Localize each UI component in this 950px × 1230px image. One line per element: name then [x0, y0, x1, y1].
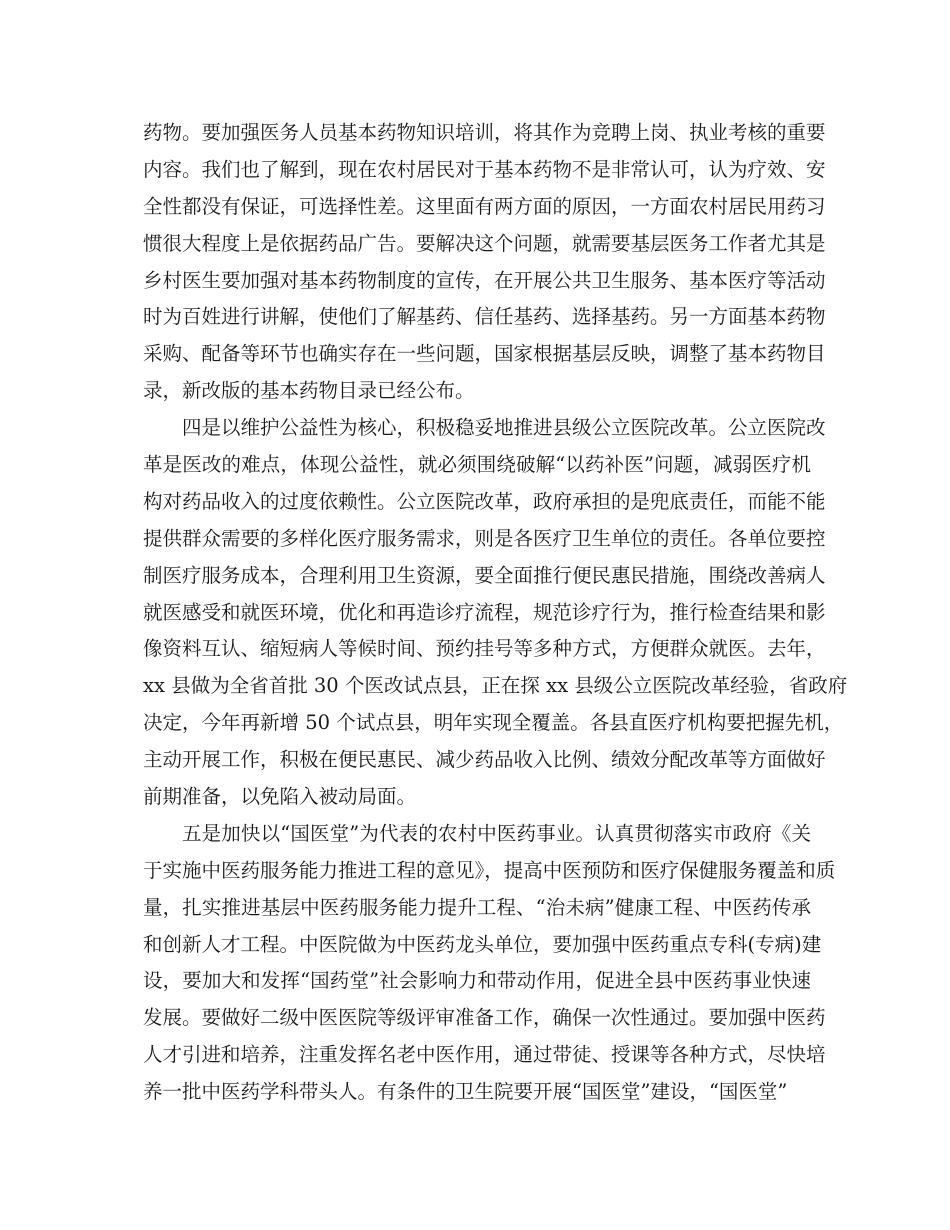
- paragraph-line: 惯很大程度上是依据药品广告。要解决这个问题，就需要基层医务工作者尤其是: [143, 231, 826, 255]
- paragraph-line: 设，要加大和发挥“国药堂”社会影响力和带动作用，促进全县中医药事业快速: [143, 969, 811, 993]
- paragraph-line: 人才引进和培养，注重发挥名老中医作用，通过带徒、授课等各种方式，尽快培: [143, 1043, 826, 1067]
- paragraph-line: 采购、配备等环节也确实存在一些问题，国家根据基层反映，调整了基本药物目: [143, 342, 826, 366]
- paragraph-line: 发展。要做好二级中医医院等级评审准备工作，确保一次性通过。要加强中医药: [143, 1006, 826, 1030]
- document-body: [143, 115, 848, 1111]
- paragraph-line: 量，扎实推进基层中医药服务能力提升工程、“治未病”健康工程、中医药传承: [143, 895, 811, 919]
- paragraph-line: 构对药品收入的过度依赖性。公立医院改革，政府承担的是兜底责任，而能不能: [143, 489, 826, 513]
- paragraph-line: 五是加快以“国医堂”为代表的农村中医药事业。认真贯彻落实市政府《关: [182, 821, 811, 845]
- paragraph-line: 录，新改版的基本药物目录已经公布。: [143, 379, 475, 403]
- paragraph-line: 内容。我们也了解到，现在农村居民对于基本药物不是非常认可，认为疗效、安: [143, 157, 826, 181]
- paragraph-line: 就医感受和就医环境，优化和再造诊疗流程，规范诊疗行为，推行检查结果和影: [143, 600, 826, 624]
- paragraph-line: 药物。要加强医务人员基本药物知识培训，将其作为竞聘上岗、执业考核的重要: [143, 121, 826, 144]
- paragraph-line: 和创新人才工程。中医院做为中医药龙头单位，要加强中医药重点专科(专病)建: [143, 932, 822, 956]
- paragraph: [143, 410, 848, 816]
- paragraph-line: 革是医改的难点，体现公益性，就必须围绕破解“以药补医”问题，减弱医疗机: [143, 453, 811, 477]
- paragraph-line: 全性都没有保证，可选择性差。这里面有两方面的原因，一方面农村居民用药习: [143, 194, 826, 218]
- paragraph-line: 于实施中医药服务能力推进工程的意见》，提高中医预防和医疗保健服务覆盖和质: [143, 858, 836, 882]
- paragraph-line: 乡村医生要加强对基本药物制度的宣传，在开展公共卫生服务、基本医疗等活动: [143, 268, 826, 292]
- paragraph: [143, 115, 826, 410]
- paragraph-line: 决定，今年再新增 50 个试点县，明年实现全覆盖。各县直医疗机构要把握先机，: [143, 711, 844, 735]
- paragraph-line: xx 县做为全省首批 30 个医改试点县，正在探 xx 县级公立医院改革经验，省政府: [143, 674, 848, 698]
- paragraph-line: 前期准备，以免陷入被动局面。: [143, 785, 417, 809]
- paragraph-line: 养一批中医药学科带头人。有条件的卫生院要开展“国医堂”建设，“国医堂”: [143, 1080, 788, 1104]
- paragraph-line: 主动开展工作，积极在便民惠民、减少药品收入比例、绩效分配改革等方面做好: [143, 748, 826, 772]
- paragraph-line: 像资料互认、缩短病人等候时间、预约挂号等多种方式，方便群众就医。去年，: [143, 637, 826, 661]
- paragraph-line: 时为百姓进行讲解，使他们了解基药、信任基药、选择基药。另一方面基本药物: [143, 305, 826, 329]
- paragraph: [143, 816, 836, 1111]
- paragraph-line: 制医疗服务成本，合理利用卫生资源，要全面推行便民惠民措施，围绕改善病人: [143, 563, 826, 587]
- paragraph-line: 四是以维护公益性为核心，积极稳妥地推进县级公立医院改革。公立医院改: [182, 416, 826, 440]
- paragraph-line: 提供群众需要的多样化医疗服务需求，则是各医疗卫生单位的责任。各单位要控: [143, 526, 826, 550]
